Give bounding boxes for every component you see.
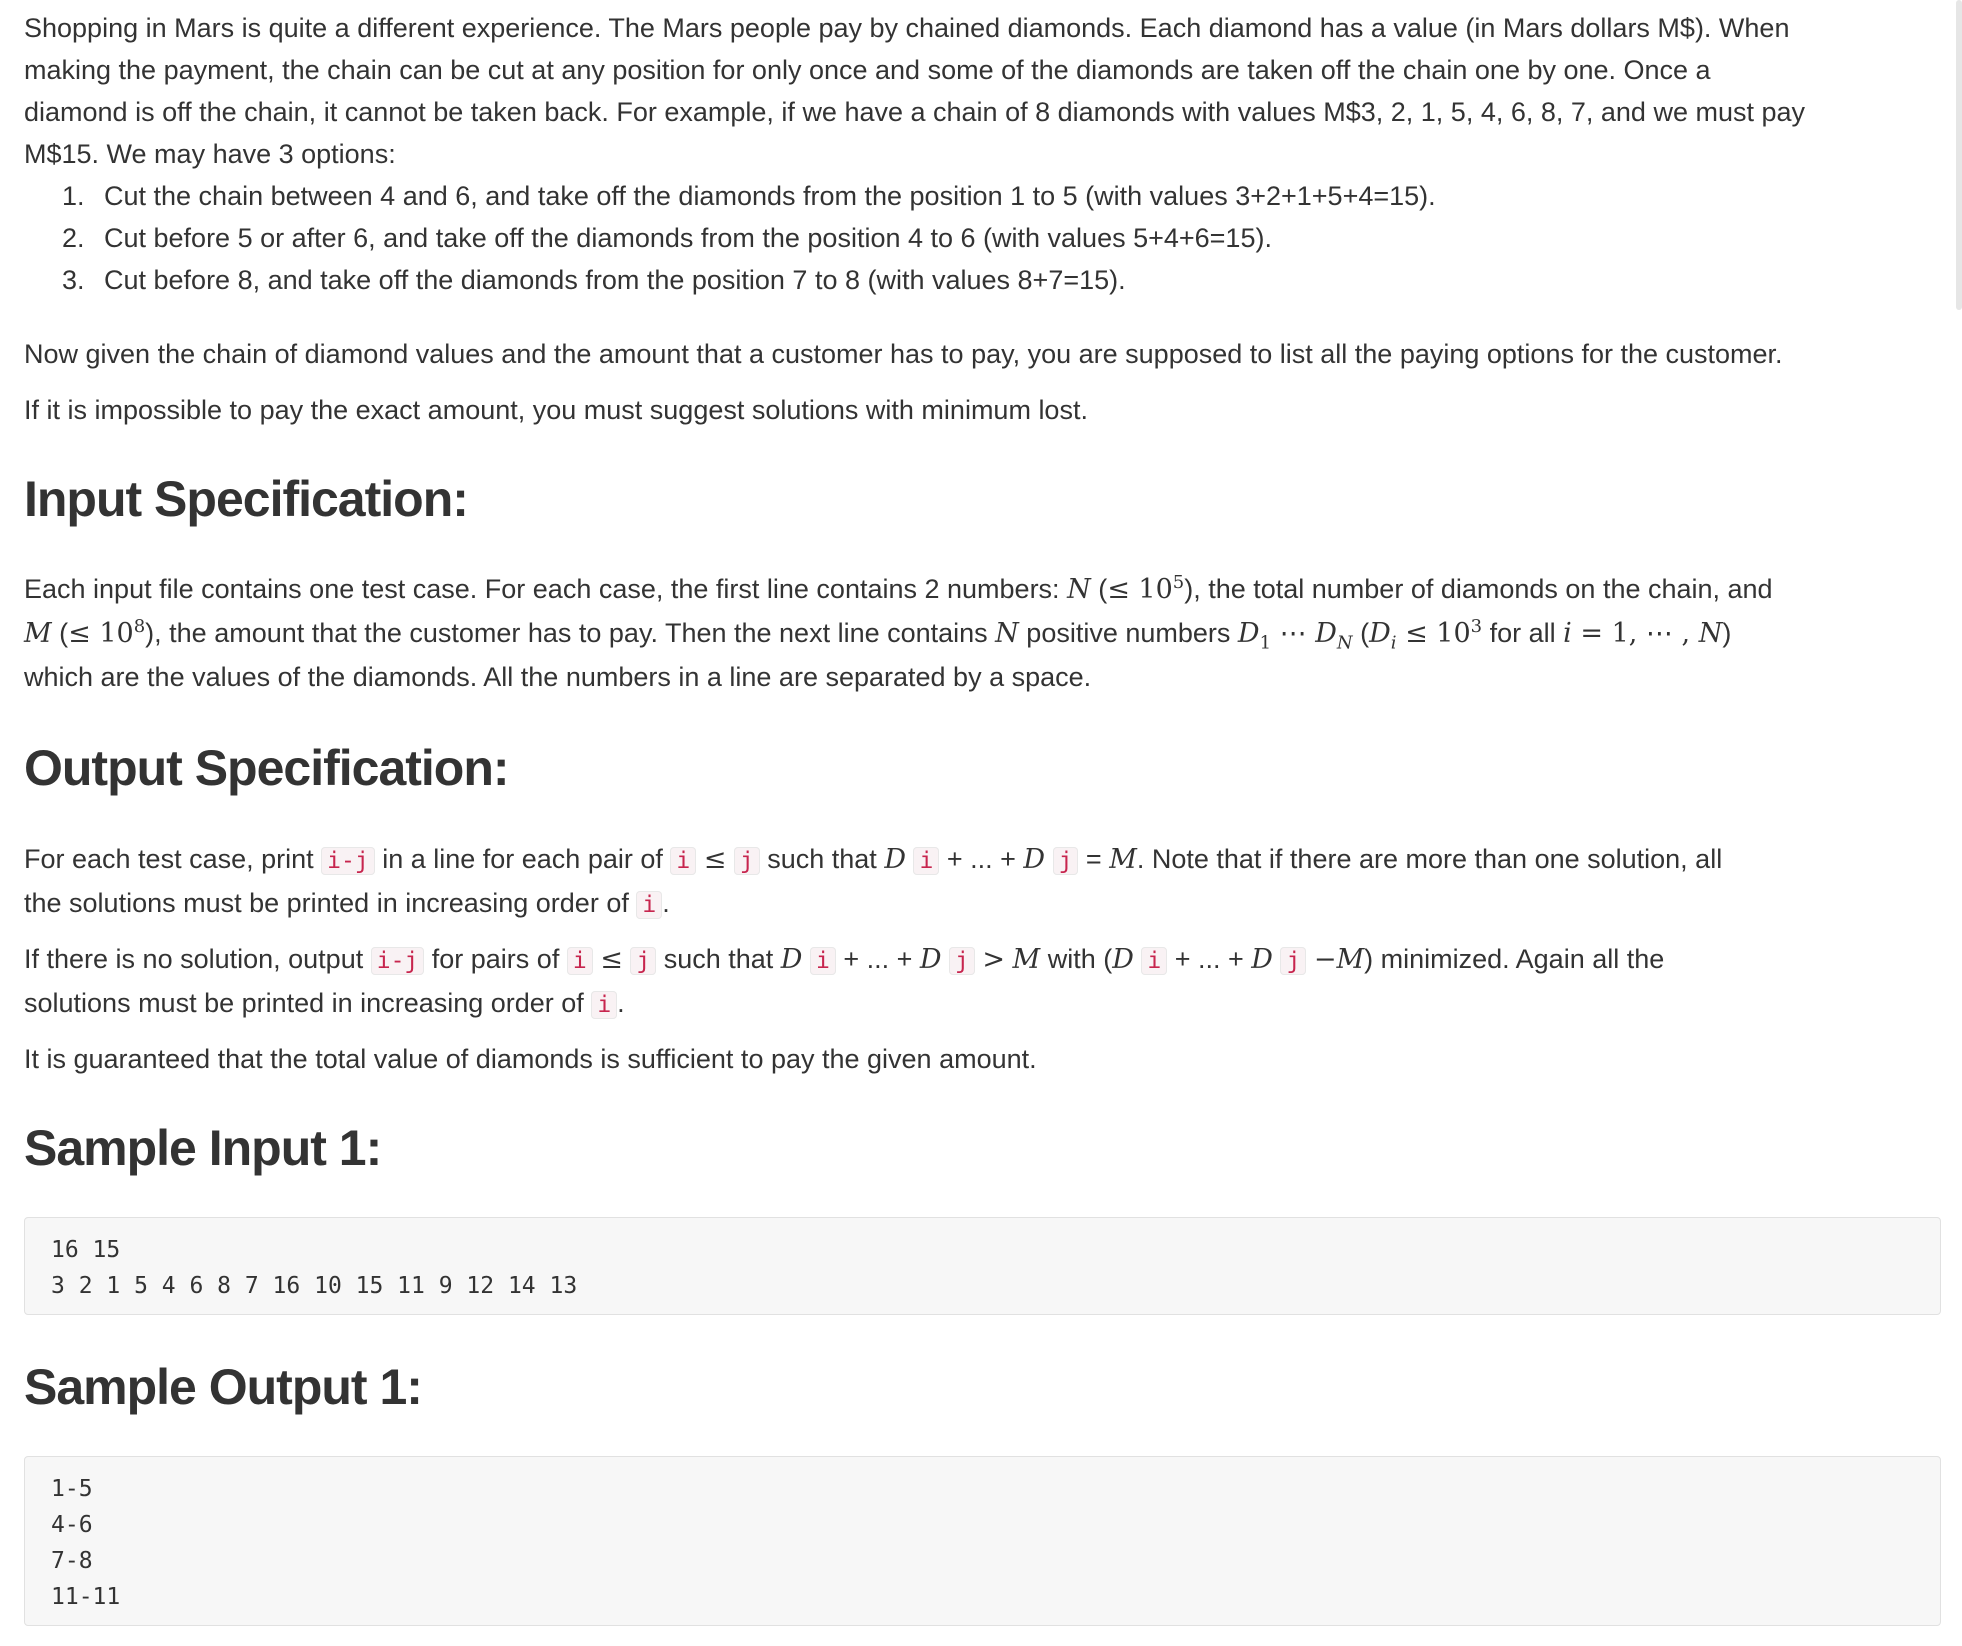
inline-code: i [810, 947, 836, 975]
intro-line-3: diamond is off the chain, it cannot be taken back. For example, if we have a chain of 8 diamonds with values M$3, 2, 1, 5, 4, 6, 8, 7, and we must pay [24, 97, 1806, 127]
option-text: Cut before 5 or after 6, and take off the diamonds from the position 4 to 6 (with values 5+4+6=15). [104, 223, 1272, 253]
inline-code: j [1053, 847, 1079, 875]
paragraph-task: Now given the chain of diamond values and the amount that a customer has to pay, you are supposed to list all the paying options for the customer. [24, 339, 1783, 369]
inline-code: i [636, 891, 662, 919]
output-spec-line-3: If there is no solution, output i-j for pairs of i ≤ j such that D i + ... + D j > M with (D i + ... + D j −M) minimized. Again all the [24, 944, 1665, 975]
heading-input-spec: Input Specification: [24, 471, 468, 527]
option-item-2 [62, 217, 1272, 259]
heading-sample-input: Sample Input 1: [24, 1120, 382, 1176]
sample-output-codeblock[interactable] [24, 1456, 1941, 1626]
option-number: 1. [62, 181, 85, 211]
inline-code: i [1141, 947, 1167, 975]
input-spec-line-3: which are the values of the diamonds. All the numbers in a line are separated by a space. [24, 662, 1092, 692]
inline-code: i-j [321, 847, 375, 875]
inline-code: j [734, 847, 760, 875]
code-line: 4-6 [51, 1512, 93, 1538]
code-line: 11-11 [51, 1584, 121, 1610]
input-spec-line-2: M (≤ $10^8$), the amount that the customer has to pay. Then the next line contains N positive numbers $D_1$ ⋯ $D_N$ ($D_i \le 10^3$ for all i = 1, ⋯ , N) [24, 616, 1732, 654]
inline-code: i [913, 847, 939, 875]
option-number: 2. [62, 223, 85, 253]
code-line: 7-8 [51, 1548, 93, 1574]
inline-code: i-j [371, 947, 425, 975]
option-text: Cut the chain between 4 and 6, and take off the diamonds from the position 1 to 5 (with values 3+2+1+5+4=15). [104, 181, 1436, 211]
output-spec-guarantee: It is guaranteed that the total value of diamonds is sufficient to pay the given amount. [24, 1044, 1037, 1074]
inline-code: j [630, 947, 656, 975]
inline-code: i [591, 991, 617, 1019]
code-line: 3 2 1 5 4 6 8 7 16 10 15 11 9 12 14 13 [51, 1273, 578, 1299]
output-spec-line-1: For each test case, print i-j in a line for each pair of i ≤ j such that D i + ... + D j = M. Note that if there are more than one solution, all [24, 844, 1723, 875]
code-line: 16 15 [51, 1237, 121, 1263]
input-spec-line-1: Each input file contains one test case. For each case, the first line contains 2 numbers: N (≤ $10^5$), the total number of diamonds on the chain, and [24, 572, 1773, 605]
code-line: 1-5 [51, 1476, 93, 1502]
inline-code: i [567, 947, 593, 975]
intro-line-4: M$15. We may have 3 options: [24, 139, 396, 169]
inline-code: j [1280, 947, 1306, 975]
inline-code: i [670, 847, 696, 875]
output-spec-line-2: the solutions must be printed in increasing order of i . [24, 888, 670, 918]
output-spec-line-4: solutions must be printed in increasing order of i . [24, 988, 625, 1018]
heading-sample-output: Sample Output 1: [24, 1359, 422, 1415]
intro-line-1: Shopping in Mars is quite a different experience. The Mars people pay by chained diamonds. Each diamond has a value (in Mars dollars M$). When [24, 13, 1790, 43]
option-item-3 [62, 259, 1126, 301]
option-number: 3. [62, 265, 85, 295]
sample-input-codeblock[interactable] [24, 1217, 1941, 1315]
inline-code: j [949, 947, 975, 975]
paragraph-min-lost: If it is impossible to pay the exact amount, you must suggest solutions with minimum lost. [24, 395, 1088, 425]
option-text: Cut before 8, and take off the diamonds from the position 7 to 8 (with values 8+7=15). [104, 265, 1126, 295]
heading-output-spec: Output Specification: [24, 740, 509, 796]
scrollbar[interactable] [1956, 0, 1962, 310]
option-item-1 [62, 175, 1436, 217]
intro-line-2: making the payment, the chain can be cut at any position for only once and some of the diamonds are taken off the chain one by one. Once a [24, 55, 1711, 85]
